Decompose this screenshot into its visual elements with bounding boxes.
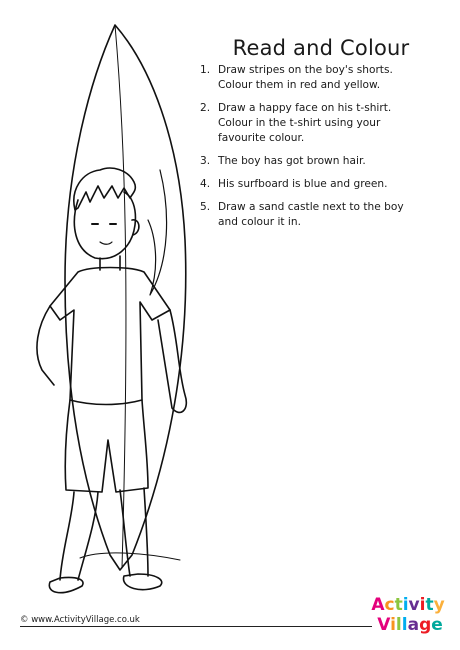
footer-divider (20, 626, 372, 627)
logo-letter: V (377, 615, 391, 634)
surfboard-flame (148, 170, 167, 295)
logo-letter: i (390, 615, 396, 634)
logo-wordmark (377, 615, 443, 634)
instruction-number: 5. (200, 201, 211, 213)
logo-letter: l (395, 615, 402, 634)
boy-right-flipflop (124, 574, 162, 590)
logo-letter: i (402, 595, 409, 615)
instruction-text: The boy has got brown hair. (218, 155, 366, 167)
instruction-item (200, 63, 422, 93)
instruction-number: 4. (200, 178, 211, 190)
instruction-item (200, 200, 422, 230)
logo-wordmark (371, 595, 444, 615)
logo-letter: t (394, 595, 403, 615)
logo-letter: A (371, 595, 385, 615)
surfboard-stringer (115, 25, 126, 568)
logo-letter: l (401, 615, 408, 634)
instruction-item (200, 154, 422, 169)
logo-letter: g (419, 615, 432, 634)
logo-letter: v (408, 595, 420, 615)
instruction-text: Draw stripes on the boy's shorts. Colour them in red and yellow. (218, 64, 393, 91)
boy-shorts (65, 400, 148, 492)
boy-smile (100, 242, 112, 244)
boy-right-leg (120, 488, 148, 576)
activity-village-logo (368, 592, 448, 634)
instruction-item (200, 177, 422, 192)
logo-letter: t (425, 595, 434, 615)
boy-left-leg (60, 492, 98, 580)
boy-hair (74, 168, 135, 210)
instruction-item (200, 101, 422, 146)
instruction-number: 3. (200, 155, 211, 167)
logo-letter: a (407, 615, 420, 634)
instruction-text: His surfboard is blue and green. (218, 178, 388, 190)
logo-letter: i (419, 595, 426, 615)
surfboard-outline (65, 25, 186, 570)
logo-letter: y (433, 595, 445, 615)
boy-left-arm (37, 306, 54, 385)
logo-letter: e (431, 615, 443, 634)
boy-right-arm (158, 310, 186, 412)
instruction-text: Draw a sand castle next to the boy and colour it in. (218, 201, 404, 228)
instruction-number: 1. (200, 64, 211, 76)
boy-head (74, 192, 135, 259)
boy-with-surfboard-illustration (20, 20, 220, 600)
page-title: Read and Colour (232, 36, 410, 61)
logo-letter: c (384, 595, 395, 615)
instruction-list (200, 63, 422, 238)
copyright-text: © www.ActivityVillage.co.uk (20, 615, 144, 625)
instruction-text: Draw a happy face on his t-shirt. Colour in the t-shirt using your favourite colour. (218, 102, 392, 144)
instruction-number: 2. (200, 102, 211, 114)
